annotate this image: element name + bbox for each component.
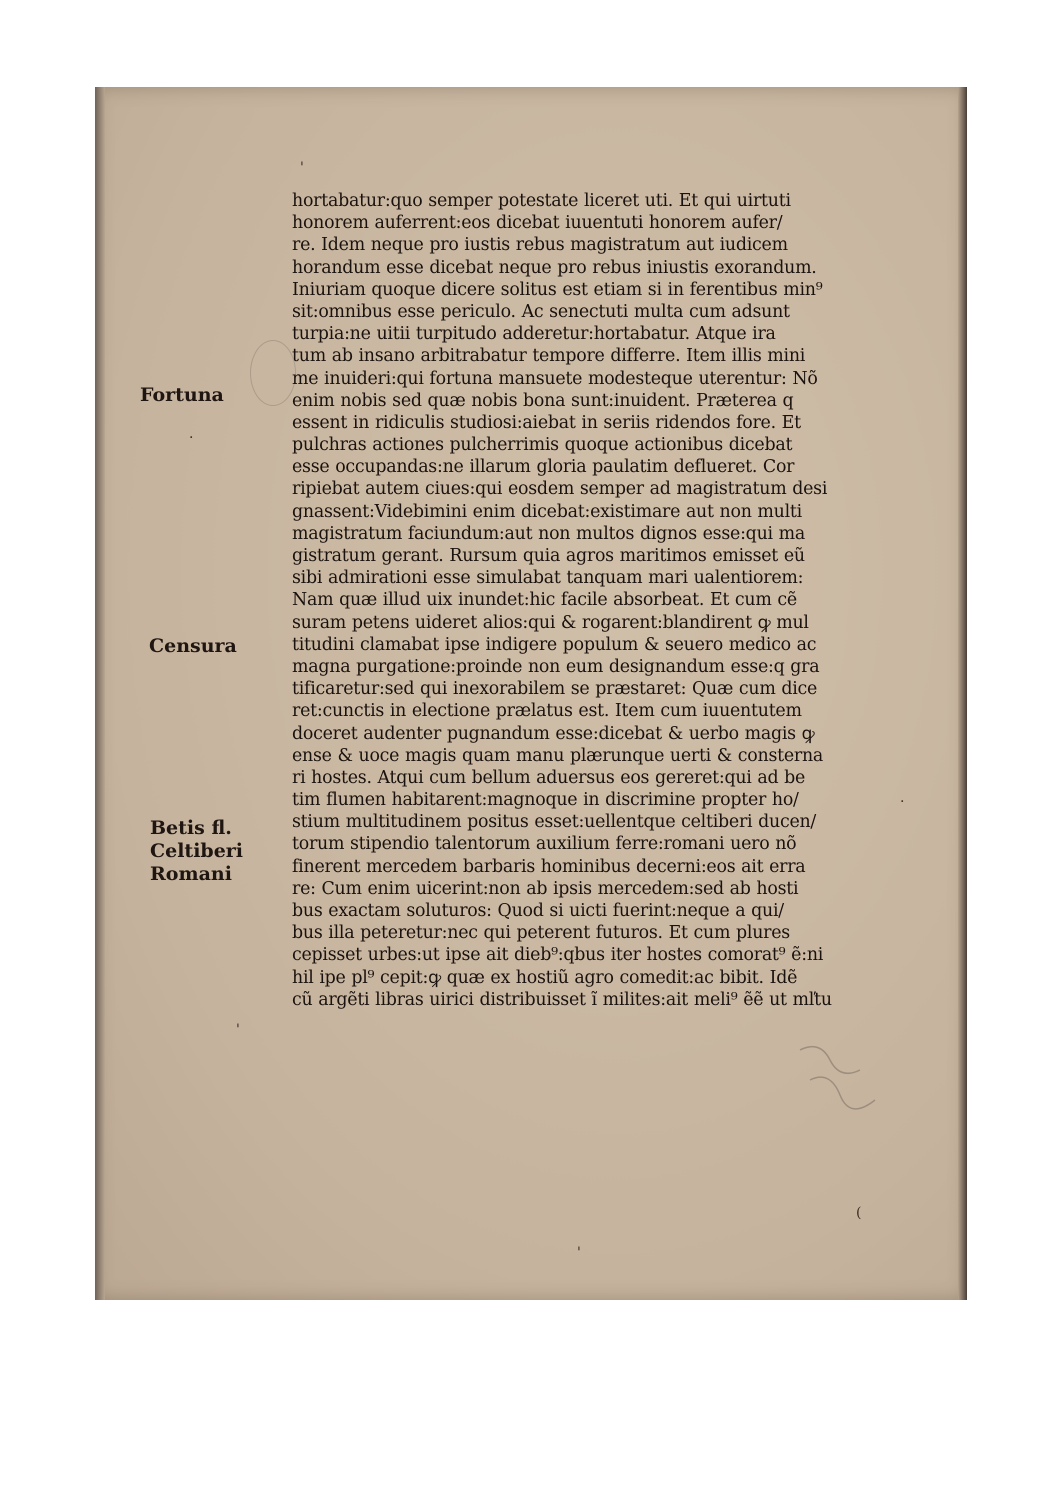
text-line: cepisset urbes:ut ipse ait dieb⁹:qbus iter hostes comorat⁹ ẽ:ni	[292, 945, 824, 966]
text-line: torum stipendio talentorum auxilium ferre:romani uero nõ	[292, 834, 797, 855]
text-line: tificaretur:sed qui inexorabilem se præstaret: Quæ cum dice	[292, 679, 818, 700]
text-line: Iniuriam quoque dicere solitus est etiam si in ferentibus min⁹	[292, 279, 823, 300]
library-stamp-watermark	[250, 340, 296, 406]
main-text-block	[292, 190, 892, 1011]
ink-dot: .	[900, 790, 905, 806]
ink-dot: ·	[189, 430, 194, 446]
text-line: honorem auferrent:eos dicebat iuuentuti honorem aufer/	[292, 213, 783, 234]
text-line: hil ipe pl⁹ cepit:ꝙ quæ ex hostiũ agro comedit:ac bibit. Idẽ	[292, 967, 798, 988]
text-line: finerent mercedem barbaris hominibus decerni:eos ait erra	[292, 856, 806, 877]
text-line: pulchras actiones pulcherrimis quoque actionibus dicebat	[292, 435, 793, 456]
margin-note-censura: Censura	[149, 635, 237, 657]
text-line: suram petens uideret alios:qui & rogarent:blandirent ꝙ mul	[292, 612, 809, 633]
text-line: horandum esse dicebat neque pro rebus iniustis exorandum.	[292, 257, 817, 278]
page-left-edge	[95, 87, 105, 1300]
library-stamp-watermark-lower	[790, 1040, 880, 1110]
text-line: sit:omnibus esse periculo. Ac senectuti multa cum adsunt	[292, 301, 790, 322]
text-line: gnassent:Videbimini enim dicebat:existimare aut non multi	[292, 501, 802, 522]
text-line: esse occupandas:ne illarum gloria paulatim deflueret. Cor	[292, 457, 795, 478]
text-line: tum ab insano arbitrabatur tempore differre. Item illis mini	[292, 346, 806, 367]
text-line: titudini clamabat ipse indigere populum & seuero medico ac	[292, 634, 817, 655]
text-line: enim nobis sed quæ nobis bona sunt:inuident. Præterea q	[292, 390, 794, 411]
text-line: gistratum gerant. Rursum quia agros maritimos emisset eũ	[292, 546, 805, 566]
margin-note-betis: Betis fl. Celtiberi Romani	[150, 817, 244, 885]
text-line: bus illa peteretur:nec qui peterent futuros. Et cum plures	[292, 923, 790, 944]
ink-dot: '	[236, 1022, 240, 1038]
ink-dot: '	[577, 1245, 581, 1261]
text-line: re: Cum enim uicerint:non ab ipsis mercedem:sed ab hosti	[292, 878, 799, 899]
ink-mark: (	[856, 1205, 862, 1221]
text-line: ripiebat autem ciues:qui eosdem semper ad magistratum desi	[292, 479, 828, 500]
ink-tick: '	[300, 160, 304, 176]
text-line: cũ argẽti libras uirici distribuisset ĩ milites:ait meli⁹ ẽẽ ut mľtu	[292, 989, 832, 1010]
text-line: doceret audenter pugnandum esse:dicebat & uerbo magis ꝙ	[292, 723, 815, 744]
text-line: magna purgatione:proinde non eum designandum esse:q gra	[292, 656, 820, 677]
text-line: stium multitudinem positus esset:uellentque celtiberi ducen/	[292, 812, 817, 833]
text-line: tim flumen habitarent:magnoque in discrimine propter ho/	[292, 790, 799, 811]
text-line: ret:cunctis in electione prælatus est. Item cum iuuentutem	[292, 701, 802, 722]
text-line: me inuideri:qui fortuna mansuete modesteque uterentur: Nõ	[292, 368, 818, 389]
text-line: ense & uoce magis quam manu plærunque uerti & consterna	[292, 745, 824, 766]
margin-note-fortuna: Fortuna	[140, 384, 224, 406]
text-line: ri hostes. Atqui cum bellum aduersus eos gereret:qui ad be	[292, 767, 806, 788]
text-line: sibi admirationi esse simulabat tanquam mari ualentiorem:	[292, 568, 804, 589]
text-line: bus exactam soluturos: Quod si uicti fuerint:neque a qui/	[292, 901, 784, 921]
page-right-edge	[958, 87, 967, 1300]
text-line: magistratum faciundum:aut non multos dignos esse:qui ma	[292, 523, 805, 544]
text-line: re. Idem neque pro iustis rebus magistratum aut iudicem	[292, 235, 788, 256]
text-line: turpia:ne uitii turpitudo adderetur:hortabatur. Atque ira	[292, 324, 776, 345]
text-line: hortabatur:quo semper potestate liceret uti. Et qui uirtuti	[292, 191, 791, 211]
text-line: Nam quæ illud uix inundet:hic facile absorbeat. Et cum cẽ	[292, 590, 797, 611]
text-line: essent in ridiculis studiosi:aiebat in seriis ridendos fore. Et	[292, 412, 801, 433]
